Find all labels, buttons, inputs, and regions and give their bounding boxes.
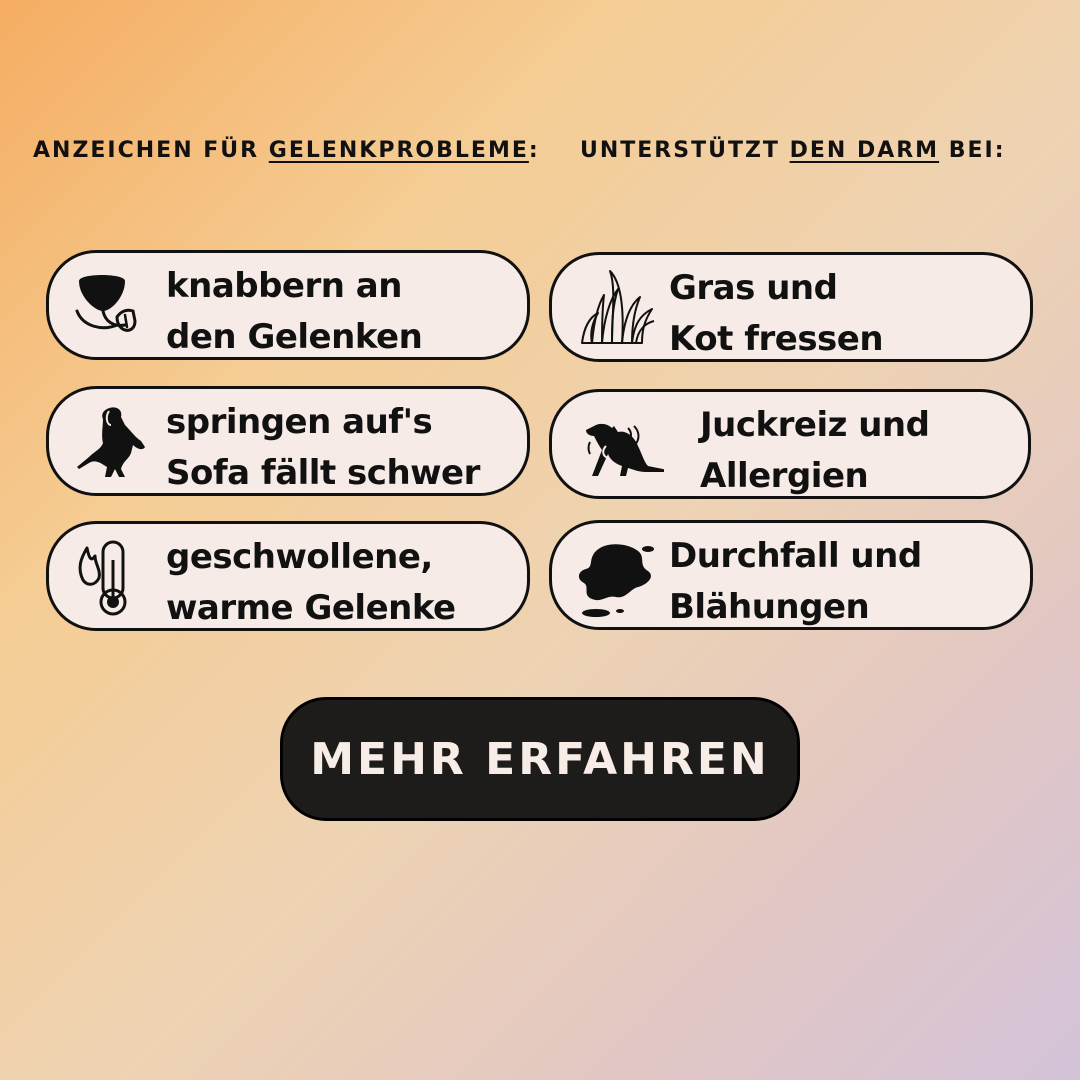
gut-card-itching (549, 389, 1031, 499)
heading-gut-support: UNTERSTÜTZT DEN DARM BEI: (580, 138, 1006, 163)
joint-card-nibbling (46, 250, 530, 360)
joint-card-jumping-label: springen auf's Sofa fällt schwer (166, 402, 480, 493)
joint-card-swollen (46, 521, 530, 631)
heading-gut-support-underlined: DEN DARM (789, 138, 940, 163)
hot-thermometer-icon (73, 538, 153, 618)
licking-tongue-icon (73, 267, 153, 347)
gut-card-grass-label: Gras und Kot fressen (669, 268, 884, 359)
gut-card-itching-label: Juckreiz und Allergien (700, 405, 930, 496)
joint-card-nibbling-label: knabbern an den Gelenken (166, 266, 423, 357)
jumping-dog-icon (73, 403, 153, 483)
scratching-dog-icon (584, 406, 664, 486)
puddle-icon (576, 537, 656, 617)
heading-joint-problems: ANZEICHEN FÜR GELENKPROBLEME: (33, 138, 540, 163)
learn-more-button[interactable]: MEHR ERFAHREN (280, 697, 800, 821)
heading-joint-problems-underlined: GELENKPROBLEME (268, 138, 529, 163)
gut-card-diarrhea (549, 520, 1033, 630)
grass-icon (576, 269, 656, 349)
joint-card-jumping (46, 386, 530, 496)
joint-card-swollen-label: geschwollene, warme Gelenke (166, 537, 456, 628)
gut-card-grass (549, 252, 1033, 362)
gut-card-diarrhea-label: Durchfall und Blähungen (669, 536, 922, 627)
